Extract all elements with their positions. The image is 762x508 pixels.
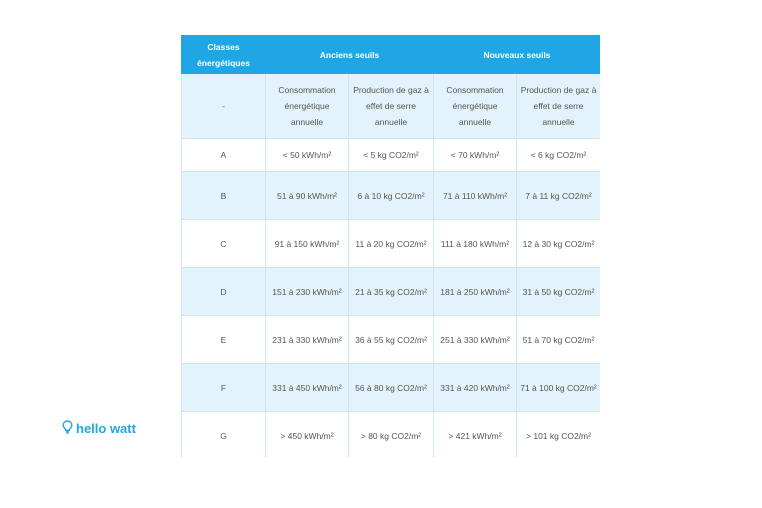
new-consumption-cell: > 421 kWh/m² — [434, 412, 517, 458]
hello-watt-logo — [62, 420, 136, 437]
new-ghg-cell: > 101 kg CO2/m² — [517, 412, 601, 458]
subheader-old-ghg: Production de gaz à effet de serre annuelle — [349, 74, 434, 139]
old-consumption-cell: 51 à 90 kWh/m² — [266, 172, 349, 220]
old-ghg-cell: > 80 kg CO2/m² — [349, 412, 434, 458]
old-consumption-cell: 151 à 230 kWh/m² — [266, 268, 349, 316]
old-consumption-cell: 231 à 330 kWh/m² — [266, 316, 349, 364]
old-consumption-cell: < 50 kWh/m² — [266, 139, 349, 172]
energy-class-table — [181, 35, 600, 457]
logo-text: hello watt — [76, 421, 136, 436]
subheader-new-ghg: Production de gaz à effet de serre annuelle — [517, 74, 601, 139]
class-cell: D — [182, 268, 266, 316]
class-cell: A — [182, 139, 266, 172]
table-row — [182, 316, 601, 364]
class-cell: E — [182, 316, 266, 364]
new-consumption-cell: 251 à 330 kWh/m² — [434, 316, 517, 364]
old-consumption-cell: 91 à 150 kWh/m² — [266, 220, 349, 268]
old-ghg-cell: < 5 kg CO2/m² — [349, 139, 434, 172]
new-ghg-cell: 71 à 100 kg CO2/m² — [517, 364, 601, 412]
new-consumption-cell: < 70 kWh/m² — [434, 139, 517, 172]
header-old-thresholds: Anciens seuils — [266, 36, 434, 74]
new-ghg-cell: < 6 kg CO2/m² — [517, 139, 601, 172]
subheader-old-consumption: Consommation énergétique annuelle — [266, 74, 349, 139]
class-cell: B — [182, 172, 266, 220]
header-new-thresholds: Nouveaux seuils — [434, 36, 601, 74]
new-ghg-cell: 51 à 70 kg CO2/m² — [517, 316, 601, 364]
new-consumption-cell: 71 à 110 kWh/m² — [434, 172, 517, 220]
table-row — [182, 172, 601, 220]
table-row — [182, 268, 601, 316]
new-consumption-cell: 181 à 250 kWh/m² — [434, 268, 517, 316]
table-row — [182, 364, 601, 412]
table-subheader-row — [182, 74, 601, 139]
old-ghg-cell: 6 à 10 kg CO2/m² — [349, 172, 434, 220]
old-consumption-cell: > 450 kWh/m² — [266, 412, 349, 458]
old-ghg-cell: 11 à 20 kg CO2/m² — [349, 220, 434, 268]
class-cell: F — [182, 364, 266, 412]
class-cell: G — [182, 412, 266, 458]
new-ghg-cell: 31 à 50 kg CO2/m² — [517, 268, 601, 316]
new-ghg-cell: 12 à 30 kg CO2/m² — [517, 220, 601, 268]
new-ghg-cell: 7 à 11 kg CO2/m² — [517, 172, 601, 220]
new-consumption-cell: 111 à 180 kWh/m² — [434, 220, 517, 268]
old-consumption-cell: 331 à 450 kWh/m² — [266, 364, 349, 412]
table-row — [182, 139, 601, 172]
old-ghg-cell: 21 à 35 kg CO2/m² — [349, 268, 434, 316]
new-consumption-cell: 331 à 420 kWh/m² — [434, 364, 517, 412]
old-ghg-cell: 56 à 80 kg CO2/m² — [349, 364, 434, 412]
table-row — [182, 412, 601, 458]
table-header-row — [182, 36, 601, 74]
subheader-new-consumption: Consommation énergétique annuelle — [434, 74, 517, 139]
lightbulb-icon — [62, 420, 76, 437]
old-ghg-cell: 36 à 55 kg CO2/m² — [349, 316, 434, 364]
subheader-class: - — [182, 74, 266, 139]
header-classes: Classes énergétiques — [182, 36, 266, 74]
dpe-table-container — [181, 35, 600, 457]
class-cell: C — [182, 220, 266, 268]
table-row — [182, 220, 601, 268]
